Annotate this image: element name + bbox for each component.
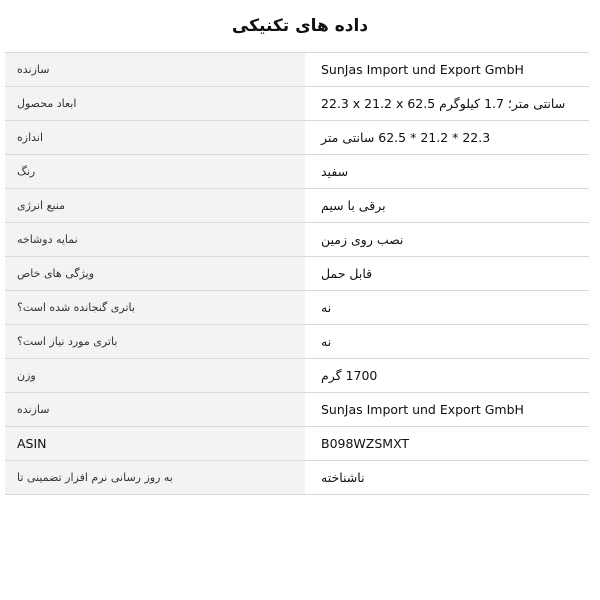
row-value	[305, 121, 589, 154]
row-value-text: برقی با سیم	[321, 198, 386, 213]
row-label-text: به روز رسانی نرم افزار تضمینی تا	[17, 471, 173, 484]
table-row	[5, 121, 589, 155]
row-label	[5, 393, 305, 426]
row-value	[305, 393, 589, 426]
row-label-text: سازنده	[17, 403, 50, 416]
row-value	[305, 155, 589, 188]
row-label	[5, 53, 305, 86]
row-value-text: B098WZSMXT	[321, 436, 410, 451]
table-row	[5, 325, 589, 359]
row-label	[5, 155, 305, 188]
table-row	[5, 53, 589, 87]
table-row	[5, 257, 589, 291]
table-row	[5, 427, 589, 461]
row-value	[305, 461, 589, 494]
row-label	[5, 291, 305, 324]
row-label	[5, 427, 305, 460]
table-row	[5, 461, 589, 495]
technical-details-table	[5, 52, 589, 495]
row-label	[5, 461, 305, 494]
row-value-text: قابل حمل	[321, 266, 373, 281]
table-row	[5, 393, 589, 427]
row-value	[305, 53, 589, 86]
row-value-text: 1700 گرم	[321, 368, 378, 383]
row-value	[305, 257, 589, 290]
row-value	[305, 325, 589, 358]
page-title: داده های تکنیکی	[231, 16, 369, 36]
row-label-text: ویژگی های خاص	[17, 267, 95, 280]
row-value-text: 22.3 * 21.2 * 62.5 سانتی متر	[321, 130, 491, 145]
row-label-text: باتری مورد نیاز است؟	[17, 335, 118, 348]
row-label-text: باتری گنجانده شده است؟	[17, 301, 135, 314]
row-value-text: نه	[321, 300, 332, 315]
row-label-text: ابعاد محصول	[17, 97, 77, 110]
row-value-text: نه	[321, 334, 332, 349]
row-label-text: اندازه	[17, 131, 44, 144]
row-label-text: ASIN	[17, 436, 47, 451]
row-value	[305, 189, 589, 222]
row-label-text: منبع انرژی	[17, 199, 65, 212]
table-row	[5, 87, 589, 121]
row-value	[305, 359, 589, 392]
row-label	[5, 257, 305, 290]
row-label	[5, 87, 305, 120]
row-label	[5, 189, 305, 222]
row-value-text: نصب روی زمین	[321, 232, 404, 247]
table-row	[5, 155, 589, 189]
table-row	[5, 223, 589, 257]
row-value	[305, 87, 589, 120]
table-row	[5, 189, 589, 223]
row-label-text: سازنده	[17, 63, 50, 76]
row-value-text: SunJas Import und Export GmbH	[321, 402, 524, 417]
row-value-text: سفید	[321, 164, 349, 179]
row-label	[5, 223, 305, 256]
row-value	[305, 223, 589, 256]
row-label	[5, 325, 305, 358]
row-label	[5, 121, 305, 154]
table-row	[5, 291, 589, 325]
row-value-text: ناشناخته	[321, 470, 365, 485]
row-value-text: 22.3 x 21.2 x 62.5 سانتی متر؛ 1.7 کیلوگرم	[321, 96, 566, 111]
row-label	[5, 359, 305, 392]
row-label-text: وزن	[17, 369, 36, 382]
row-value-text: SunJas Import und Export GmbH	[321, 62, 524, 77]
row-value	[305, 427, 589, 460]
row-label-text: نمایه دوشاخه	[17, 233, 78, 246]
row-label-text: رنگ	[17, 165, 36, 178]
row-value	[305, 291, 589, 324]
table-row	[5, 359, 589, 393]
